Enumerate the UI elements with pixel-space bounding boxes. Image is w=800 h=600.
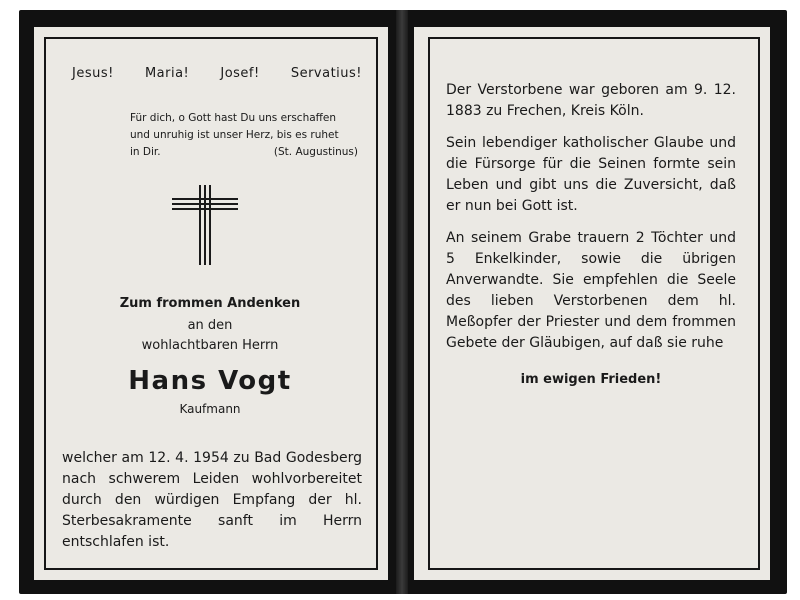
invocation-jesus: Jesus! [72,66,114,81]
invocation-servatius: Servatius! [290,66,362,81]
memorial-line-3: wohlachtbaren Herrn [141,338,279,353]
closing-line: im ewigen Frieden! [520,372,662,387]
memorial-heading: Zum frommen Andenken [119,296,301,311]
death-statement: welcher am 12. 4. 1954 zu Bad Godesberg nach schwerem Leiden wohlvorbereitet durch den würdigen Empfang der hl. Sterbesakramente sanft im Herrn entschlafen ist. [62,450,362,550]
quote-line-2: und unruhig ist unser Herz, bis es ruhet [130,129,339,141]
cross-icon [172,185,238,265]
quote-source: (St. Augustinus) [273,146,358,158]
quote-line-1: Für dich, o Gott hast Du uns erschaffen [130,112,337,124]
birth-paragraph: Der Verstorbene war geboren am 9. 12. 1883 zu Frechen, Kreis Köln. [446,82,736,119]
invocation-josef: Josef! [220,66,260,81]
quote-line-3-row [130,144,358,161]
faith-paragraph: Sein lebendiger katholischer Glaube und die Fürsorge für die Seinen formte sein Leben und gibt uns die Zuversicht, daß er nun bei Gott ist. [446,135,736,214]
memorial-line-2: an den [187,318,233,333]
augustinus-quote [130,110,358,161]
mourners-paragraph: An seinem Grabe trauern 2 Töchter und 5 Enkelkinder, sowie die übrigen Anverwandte. Sie empfehlen die Seele des lieben Verstorbenen dem hl. Meßopfer der Priester und dem frommen Gebete der Gläubigen, auf daß sie ruhe [446,230,736,351]
deceased-occupation: Kaufmann [179,402,241,416]
memorial-heading-block [60,296,360,416]
biography-text [446,80,736,365]
quote-line-3: in Dir. [130,146,161,158]
invocation-line [72,66,362,81]
card-fold [396,10,408,594]
invocation-maria: Maria! [144,66,190,81]
deceased-name: Hans Vogt [128,366,292,396]
